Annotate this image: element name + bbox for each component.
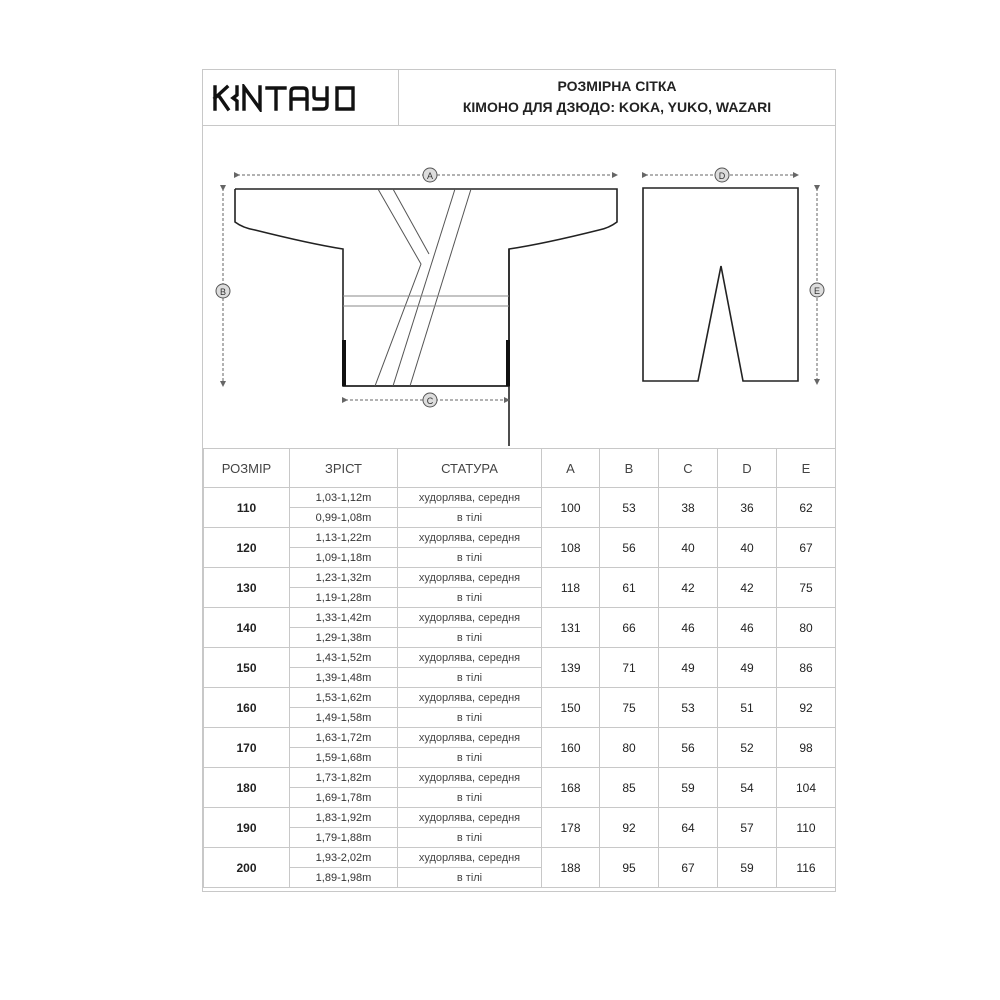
col-size: РОЗМІР (204, 449, 290, 488)
col-e: E (777, 449, 836, 488)
c-cell: 40 (659, 528, 718, 568)
c-cell: 64 (659, 808, 718, 848)
col-d: D (718, 449, 777, 488)
height-slim-cell: 1,13-1,22m (290, 528, 398, 548)
e-cell: 92 (777, 688, 836, 728)
build-slim-cell: худорлява, середня (398, 848, 542, 868)
a-cell: 131 (542, 608, 600, 648)
table-row (204, 528, 836, 548)
height-full-cell: 1,69-1,78m (290, 788, 398, 808)
e-cell: 80 (777, 608, 836, 648)
height-slim-cell: 1,03-1,12m (290, 488, 398, 508)
size-cell: 200 (204, 848, 290, 888)
dimension-e (810, 188, 824, 382)
height-slim-cell: 1,63-1,72m (290, 728, 398, 748)
label-c: C (426, 396, 434, 406)
b-cell: 85 (600, 768, 659, 808)
size-cell: 190 (204, 808, 290, 848)
c-cell: 46 (659, 608, 718, 648)
table-row (204, 728, 836, 748)
c-cell: 59 (659, 768, 718, 808)
height-full-cell: 1,39-1,48m (290, 668, 398, 688)
build-slim-cell: худорлява, середня (398, 728, 542, 748)
a-cell: 108 (542, 528, 600, 568)
chart-subtitle: КІМОНО ДЛЯ ДЗЮДО: KOKA, YUKO, WAZARI (462, 99, 772, 115)
size-cell: 150 (204, 648, 290, 688)
col-b: B (600, 449, 659, 488)
c-cell: 67 (659, 848, 718, 888)
c-cell: 56 (659, 728, 718, 768)
table-row (204, 768, 836, 788)
e-cell: 110 (777, 808, 836, 848)
col-a: A (542, 449, 600, 488)
e-cell: 116 (777, 848, 836, 888)
height-full-cell: 1,19-1,28m (290, 588, 398, 608)
d-cell: 36 (718, 488, 777, 528)
a-cell: 178 (542, 808, 600, 848)
build-full-cell: в тілі (398, 548, 542, 568)
build-slim-cell: худорлява, середня (398, 648, 542, 668)
kintayo-logo (211, 84, 391, 112)
header (203, 70, 835, 126)
b-cell: 56 (600, 528, 659, 568)
b-cell: 75 (600, 688, 659, 728)
size-table (203, 448, 836, 888)
pants-drawing (643, 188, 798, 381)
build-slim-cell: худорлява, середня (398, 768, 542, 788)
table-row (204, 848, 836, 868)
col-build: СТАТУРА (398, 449, 542, 488)
height-slim-cell: 1,53-1,62m (290, 688, 398, 708)
e-cell: 75 (777, 568, 836, 608)
d-cell: 40 (718, 528, 777, 568)
jacket-drawing (235, 189, 617, 446)
a-cell: 139 (542, 648, 600, 688)
d-cell: 52 (718, 728, 777, 768)
d-cell: 59 (718, 848, 777, 888)
e-cell: 67 (777, 528, 836, 568)
table-header-row (204, 449, 836, 488)
label-a: A (426, 171, 434, 181)
a-cell: 168 (542, 768, 600, 808)
c-cell: 38 (659, 488, 718, 528)
d-cell: 46 (718, 608, 777, 648)
c-cell: 49 (659, 648, 718, 688)
size-cell: 160 (204, 688, 290, 728)
size-chart-sheet (202, 69, 836, 892)
height-full-cell: 1,09-1,18m (290, 548, 398, 568)
build-full-cell: в тілі (398, 828, 542, 848)
height-slim-cell: 1,93-2,02m (290, 848, 398, 868)
d-cell: 51 (718, 688, 777, 728)
size-cell: 180 (204, 768, 290, 808)
height-full-cell: 1,89-1,98m (290, 868, 398, 888)
height-slim-cell: 1,43-1,52m (290, 648, 398, 668)
build-full-cell: в тілі (398, 628, 542, 648)
height-full-cell: 0,99-1,08m (290, 508, 398, 528)
chart-title: РОЗМІРНА СІТКА (557, 78, 677, 94)
kimono-diagram (203, 126, 835, 446)
table-row (204, 488, 836, 508)
table-row (204, 688, 836, 708)
build-full-cell: в тілі (398, 868, 542, 888)
b-cell: 53 (600, 488, 659, 528)
table-row (204, 568, 836, 588)
col-height: ЗРІСТ (290, 449, 398, 488)
build-slim-cell: худорлява, середня (398, 808, 542, 828)
table-row (204, 648, 836, 668)
height-full-cell: 1,49-1,58m (290, 708, 398, 728)
b-cell: 80 (600, 728, 659, 768)
build-full-cell: в тілі (398, 668, 542, 688)
size-cell: 170 (204, 728, 290, 768)
e-cell: 62 (777, 488, 836, 528)
b-cell: 92 (600, 808, 659, 848)
label-e: E (813, 286, 821, 296)
b-cell: 95 (600, 848, 659, 888)
d-cell: 54 (718, 768, 777, 808)
size-cell: 120 (204, 528, 290, 568)
e-cell: 104 (777, 768, 836, 808)
height-slim-cell: 1,33-1,42m (290, 608, 398, 628)
col-c: C (659, 449, 718, 488)
height-slim-cell: 1,83-1,92m (290, 808, 398, 828)
build-full-cell: в тілі (398, 588, 542, 608)
d-cell: 57 (718, 808, 777, 848)
a-cell: 118 (542, 568, 600, 608)
label-d: D (718, 171, 726, 181)
d-cell: 49 (718, 648, 777, 688)
a-cell: 100 (542, 488, 600, 528)
title-cell (399, 70, 835, 125)
table-row (204, 808, 836, 828)
height-slim-cell: 1,73-1,82m (290, 768, 398, 788)
dimension-a (237, 168, 615, 182)
table-row (204, 608, 836, 628)
dimension-d (645, 168, 796, 182)
logo-cell (203, 70, 399, 125)
c-cell: 42 (659, 568, 718, 608)
build-slim-cell: худорлява, середня (398, 568, 542, 588)
dimension-c (345, 393, 507, 407)
build-full-cell: в тілі (398, 508, 542, 528)
build-slim-cell: худорлява, середня (398, 488, 542, 508)
size-cell: 110 (204, 488, 290, 528)
b-cell: 66 (600, 608, 659, 648)
build-full-cell: в тілі (398, 748, 542, 768)
build-slim-cell: худорлява, середня (398, 528, 542, 548)
build-full-cell: в тілі (398, 708, 542, 728)
e-cell: 98 (777, 728, 836, 768)
a-cell: 160 (542, 728, 600, 768)
b-cell: 61 (600, 568, 659, 608)
build-full-cell: в тілі (398, 788, 542, 808)
dimension-b (216, 188, 230, 384)
label-b: B (219, 287, 227, 297)
build-slim-cell: худорлява, середня (398, 608, 542, 628)
size-cell: 130 (204, 568, 290, 608)
height-full-cell: 1,79-1,88m (290, 828, 398, 848)
a-cell: 188 (542, 848, 600, 888)
build-slim-cell: худорлява, середня (398, 688, 542, 708)
d-cell: 42 (718, 568, 777, 608)
height-slim-cell: 1,23-1,32m (290, 568, 398, 588)
b-cell: 71 (600, 648, 659, 688)
height-full-cell: 1,29-1,38m (290, 628, 398, 648)
garment-diagram (203, 126, 835, 446)
c-cell: 53 (659, 688, 718, 728)
a-cell: 150 (542, 688, 600, 728)
e-cell: 86 (777, 648, 836, 688)
size-cell: 140 (204, 608, 290, 648)
height-full-cell: 1,59-1,68m (290, 748, 398, 768)
